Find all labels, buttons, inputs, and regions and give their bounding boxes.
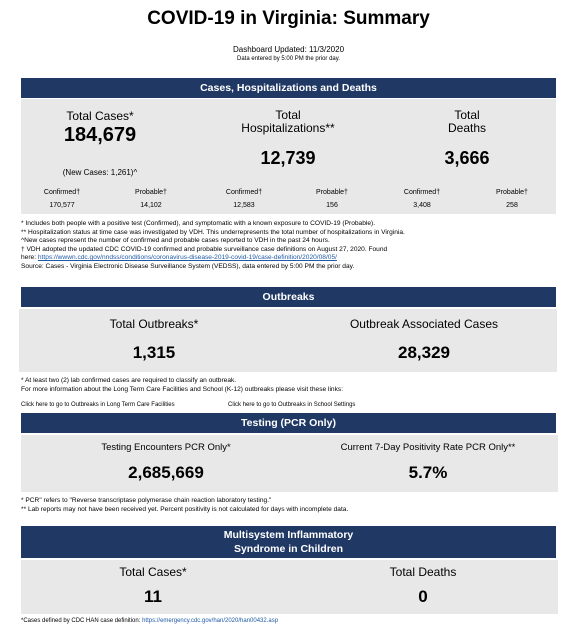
outbreak-cases-value: 28,329 xyxy=(398,343,450,362)
total-hospitalizations-label xyxy=(213,109,363,135)
probable-cases-label: Probable† xyxy=(135,189,167,196)
outbreaks-note-1: * At least two (2) lab confirmed cases are required to classify an outbreak. xyxy=(21,377,237,384)
testing-note-1: * PCR" refers to "Reverse transcriptase polymerase chain reaction laboratory testing." xyxy=(21,497,272,504)
cases-banner: Cases, Hospitalizations and Deaths xyxy=(21,78,556,98)
page-title: COVID-19 in Virginia: Summary xyxy=(147,8,430,29)
probable-deaths-value: 258 xyxy=(506,202,518,209)
cases-panel xyxy=(21,99,556,214)
ltc-outbreaks-link[interactable]: Click here to go to Outbreaks in Long Term Care Facilities xyxy=(21,402,175,408)
outbreaks-panel xyxy=(19,309,557,372)
total-outbreaks-value: 1,315 xyxy=(132,343,176,362)
testing-notes xyxy=(21,497,561,514)
total-deaths-label xyxy=(417,109,517,135)
testing-banner: Testing (PCR Only) xyxy=(21,413,556,433)
misc-total-cases-label: Total Cases* xyxy=(119,565,187,579)
cases-note-2: ** Hospitalization status at time case was investigated by VDH. This underrepresents the total number of hospitalizations in Virginia. xyxy=(21,228,405,236)
misc-panel xyxy=(21,560,558,614)
misc-banner-line1: Multisystem Inflammatory xyxy=(223,529,354,541)
cases-note-3: ^New cases represent the number of confirmed and probable cases reported to VDH in the past 24 hours. xyxy=(21,237,330,245)
new-cases-text: (New Cases: 1,261)^ xyxy=(62,168,138,177)
outbreak-cases-label: Outbreak Associated Cases xyxy=(349,317,499,331)
school-outbreaks-link[interactable]: Click here to go to Outbreaks in School Settings xyxy=(228,402,356,408)
total-cases-label: Total Cases* xyxy=(66,109,134,123)
cdc-han-link[interactable]: https://emergency.cdc.gov/han/2020/han00432.asp xyxy=(142,618,279,624)
misc-banner xyxy=(21,526,556,558)
confirmed-cases-value: 170,577 xyxy=(49,202,75,209)
testing-encounters-label: Testing Encounters PCR Only* xyxy=(101,442,231,453)
testing-panel xyxy=(21,435,558,492)
total-cases-value: 184,679 xyxy=(63,124,137,146)
cases-notes xyxy=(21,220,561,272)
positivity-rate-value: 5.7% xyxy=(408,463,448,482)
dashboard-updated-text: Dashboard Updated: 11/3/2020 xyxy=(232,45,345,54)
testing-encounters-value: 2,685,669 xyxy=(128,463,204,482)
total-hospitalizations-label-line2: Hospitalizations** xyxy=(241,121,335,135)
misc-banner-line2: Syndrome in Children xyxy=(233,543,344,555)
total-outbreaks-label: Total Outbreaks* xyxy=(109,317,199,331)
outbreaks-notes xyxy=(21,377,561,394)
cases-note-link-prefix: here: xyxy=(21,254,38,262)
outbreaks-banner: Outbreaks xyxy=(21,287,556,307)
cases-note-link-line xyxy=(21,254,561,263)
misc-note xyxy=(21,618,278,624)
confirmed-hosp-label: Confirmed† xyxy=(225,189,263,196)
probable-hosp-label: Probable† xyxy=(316,189,348,196)
misc-total-deaths-label: Total Deaths xyxy=(389,565,457,579)
misc-total-cases-value: 11 xyxy=(144,587,162,606)
outbreaks-note-2: For more information about the Long Term Care Facilities and School (K-12) outbreaks please visit these links: xyxy=(21,385,344,393)
confirmed-cases-label: Confirmed† xyxy=(43,189,81,196)
probable-hosp-value: 156 xyxy=(326,202,338,209)
probable-cases-value: 14,102 xyxy=(140,202,162,209)
cdc-case-definition-link[interactable]: https://wwwn.cdc.gov/nndss/conditions/coronavirus-disease-2019-covid-19/case-definition/2020/08/05/ xyxy=(37,254,337,262)
cases-note-1: * Includes both people with a positive test (Confirmed), and symptomatic with a known exposure to COVID-19 (Probable). xyxy=(21,220,376,227)
misc-note-prefix: *Cases defined by CDC HAN case definition: xyxy=(21,618,143,624)
total-hospitalizations-value: 12,739 xyxy=(260,148,316,168)
total-deaths-label-line1: Total xyxy=(454,108,480,122)
misc-total-deaths-value: 0 xyxy=(418,587,428,606)
positivity-rate-label: Current 7-Day Positivity Rate PCR Only** xyxy=(340,442,516,453)
total-deaths-label-line2: Deaths xyxy=(447,121,487,135)
confirmed-hosp-value: 12,583 xyxy=(233,202,255,209)
confirmed-deaths-label: Confirmed† xyxy=(403,189,441,196)
cases-note-4: † VDH adopted the updated CDC COVID-19 confirmed and probable surveillance case definitions on August 27, 2020. Found xyxy=(21,245,388,253)
data-entered-text: Data entered by 5:00 PM the prior day. xyxy=(237,56,340,62)
testing-note-2: ** Lab reports may not have been received yet. Percent positivity is not calculated for days with incomplete data. xyxy=(21,505,349,513)
cases-source: Source: Cases - Virginia Electronic Disease Surveillance System (VEDSS), data entered by 5:00 PM the prior day. xyxy=(21,262,355,270)
total-hospitalizations-label-line1: Total xyxy=(275,108,301,122)
total-deaths-value: 3,666 xyxy=(444,148,490,168)
confirmed-deaths-value: 3,408 xyxy=(413,202,431,209)
probable-deaths-label: Probable† xyxy=(496,189,528,196)
